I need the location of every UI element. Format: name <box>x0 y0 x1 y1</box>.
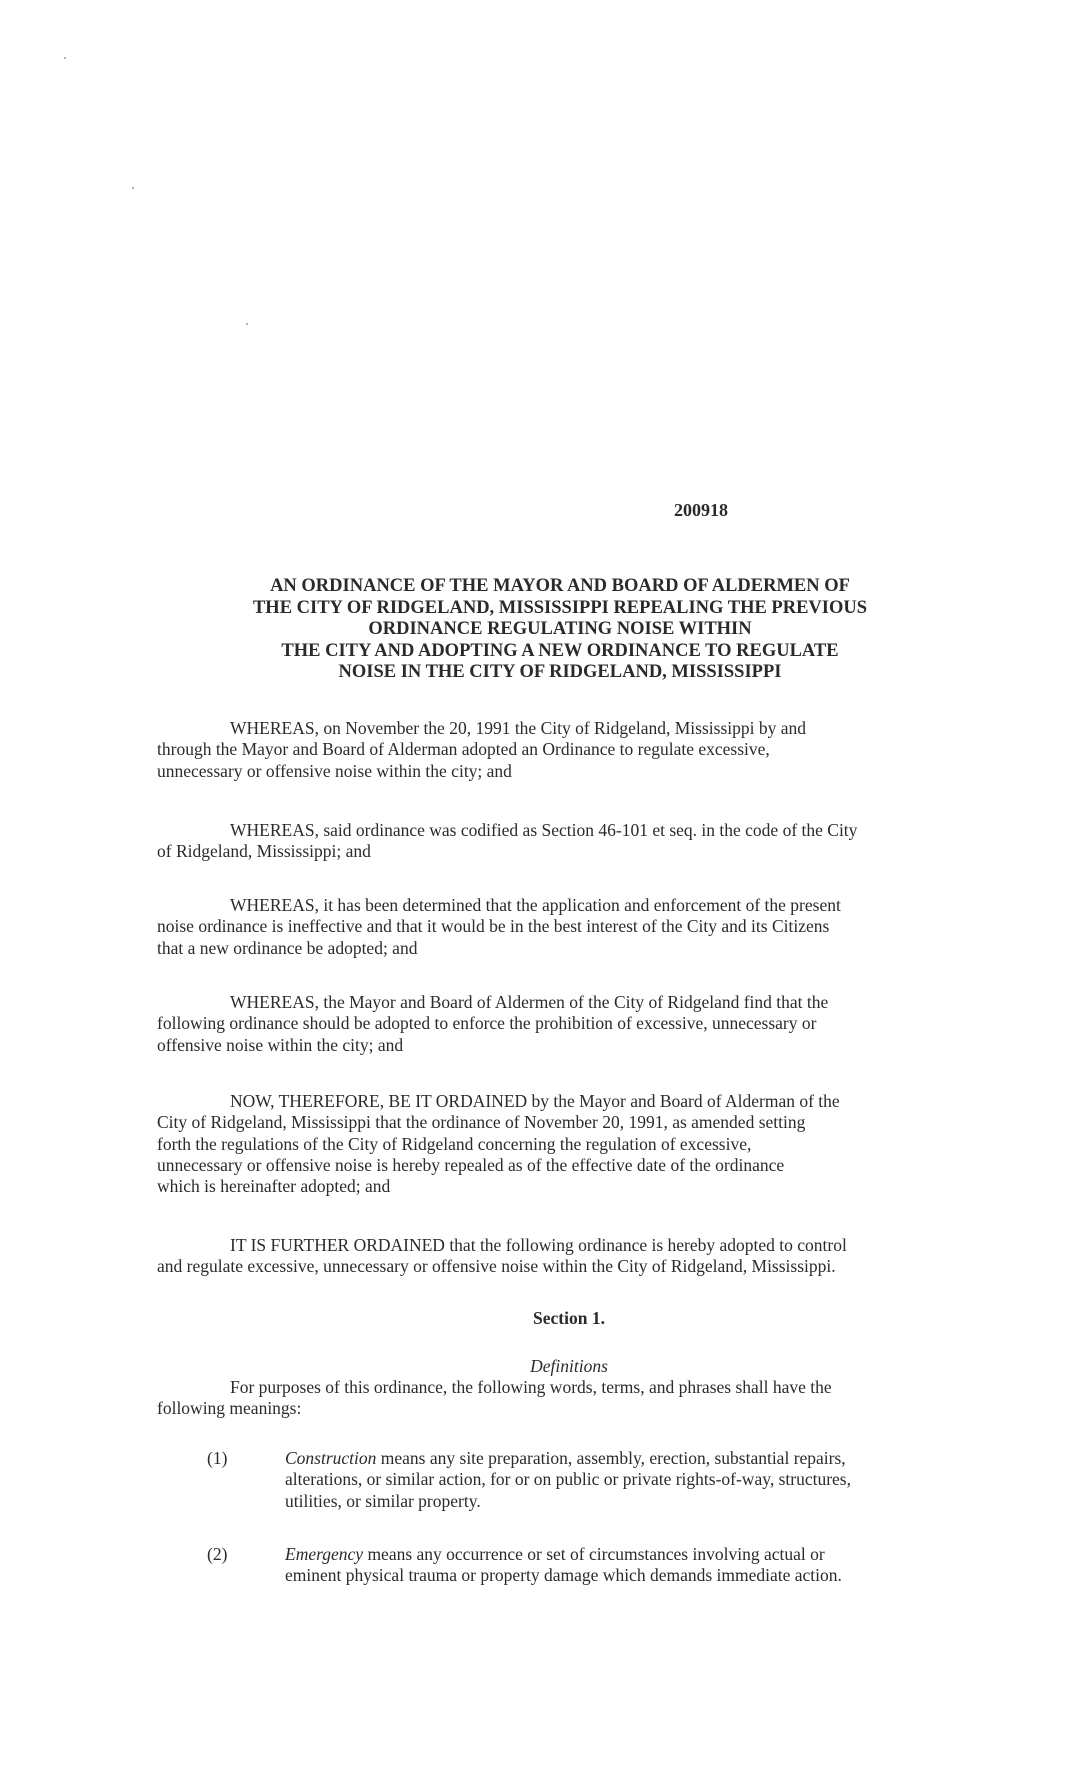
paragraph-line: that a new ordinance be adopted; and <box>157 937 418 958</box>
definition-line: alterations, or similar action, for or on public or private rights-of-way, structures, <box>285 1469 851 1490</box>
title-line: THE CITY AND ADOPTING A NEW ORDINANCE TO REGULATE <box>281 640 839 661</box>
section-heading: Section 1. <box>533 1308 605 1328</box>
definitions-intro <box>157 1377 997 1420</box>
definition-line: utilities, or similar property. <box>285 1490 481 1511</box>
definition-number: (1) <box>207 1448 228 1468</box>
paragraph-line: City of Ridgeland, Mississippi that the ordinance of November 20, 1991, as amended setting <box>157 1112 806 1133</box>
scan-speck <box>132 187 134 189</box>
title-line: AN ORDINANCE OF THE MAYOR AND BOARD OF ALDERMEN OF <box>270 576 850 596</box>
scan-speck <box>64 57 66 59</box>
paragraph-line: For purposes of this ordinance, the following words, terms, and phrases shall have the <box>230 1377 832 1397</box>
paragraph-line: offensive noise within the city; and <box>157 1034 404 1055</box>
further-ordained-paragraph <box>157 1235 997 1278</box>
scan-speck <box>246 323 248 325</box>
paragraph-line: unnecessary or offensive noise within the city; and <box>157 760 512 781</box>
defined-term: Emergency <box>285 1544 364 1564</box>
paragraph-line: NOW, THEREFORE, BE IT ORDAINED by the Mayor and Board of Alderman of the <box>230 1091 840 1111</box>
definition-line: eminent physical trauma or property damage which demands immediate action. <box>285 1565 842 1586</box>
paragraph-line: noise ordinance is ineffective and that it would be in the best interest of the City and its Citizens <box>157 916 830 937</box>
whereas-paragraph-3 <box>157 895 997 959</box>
paragraph-line: WHEREAS, it has been determined that the application and enforcement of the present <box>230 895 841 915</box>
paragraph-line: following meanings: <box>157 1398 302 1419</box>
whereas-paragraph-2 <box>157 820 997 863</box>
paragraph-line: which is hereinafter adopted; and <box>157 1176 391 1197</box>
paragraph-line: unnecessary or offensive noise is hereby repealed as of the effective date of the ordinance <box>157 1154 785 1175</box>
paragraph-line: IT IS FURTHER ORDAINED that the following ordinance is hereby adopted to control <box>230 1235 847 1255</box>
ordained-paragraph <box>157 1091 997 1197</box>
paragraph-line: of Ridgeland, Mississippi; and <box>157 841 371 862</box>
definition-number: (2) <box>207 1544 228 1564</box>
definition-line <box>285 1544 1005 1565</box>
paragraph-line: WHEREAS, on November the 20, 1991 the City of Ridgeland, Mississippi by and <box>230 718 806 738</box>
paragraph-line: through the Mayor and Board of Alderman adopted an Ordinance to regulate excessive, <box>157 739 770 760</box>
whereas-paragraph-1 <box>157 718 997 782</box>
paragraph-line: following ordinance should be adopted to enforce the prohibition of excessive, unnecessary or <box>157 1013 817 1034</box>
definition-text: means any site preparation, assembly, erection, substantial repairs, <box>376 1448 846 1468</box>
ordinance-number: 200918 <box>674 500 728 520</box>
paragraph-line: WHEREAS, said ordinance was codified as Section 46-101 et seq. in the code of the City <box>230 820 858 840</box>
ordinance-title <box>160 576 960 684</box>
paragraph-line: WHEREAS, the Mayor and Board of Aldermen of the City of Ridgeland find that the <box>230 992 829 1012</box>
definition-body <box>285 1448 1005 1512</box>
definition-body <box>285 1544 1005 1587</box>
definitions-heading: Definitions <box>530 1356 608 1376</box>
whereas-paragraph-4 <box>157 992 997 1056</box>
defined-term: Construction <box>285 1448 377 1468</box>
definition-text: means any occurrence or set of circumstances involving actual or <box>363 1544 825 1564</box>
title-line: ORDINANCE REGULATING NOISE WITHIN <box>368 619 752 639</box>
definition-line <box>285 1448 1005 1469</box>
paragraph-line: and regulate excessive, unnecessary or offensive noise within the City of Ridgeland, Mississippi. <box>157 1256 836 1277</box>
title-line: NOISE IN THE CITY OF RIDGELAND, MISSISSIPPI <box>338 662 782 682</box>
paragraph-line: forth the regulations of the City of Ridgeland concerning the regulation of excessive, <box>157 1133 752 1154</box>
title-line: THE CITY OF RIDGELAND, MISSISSIPPI REPEALING THE PREVIOUS <box>252 597 868 618</box>
